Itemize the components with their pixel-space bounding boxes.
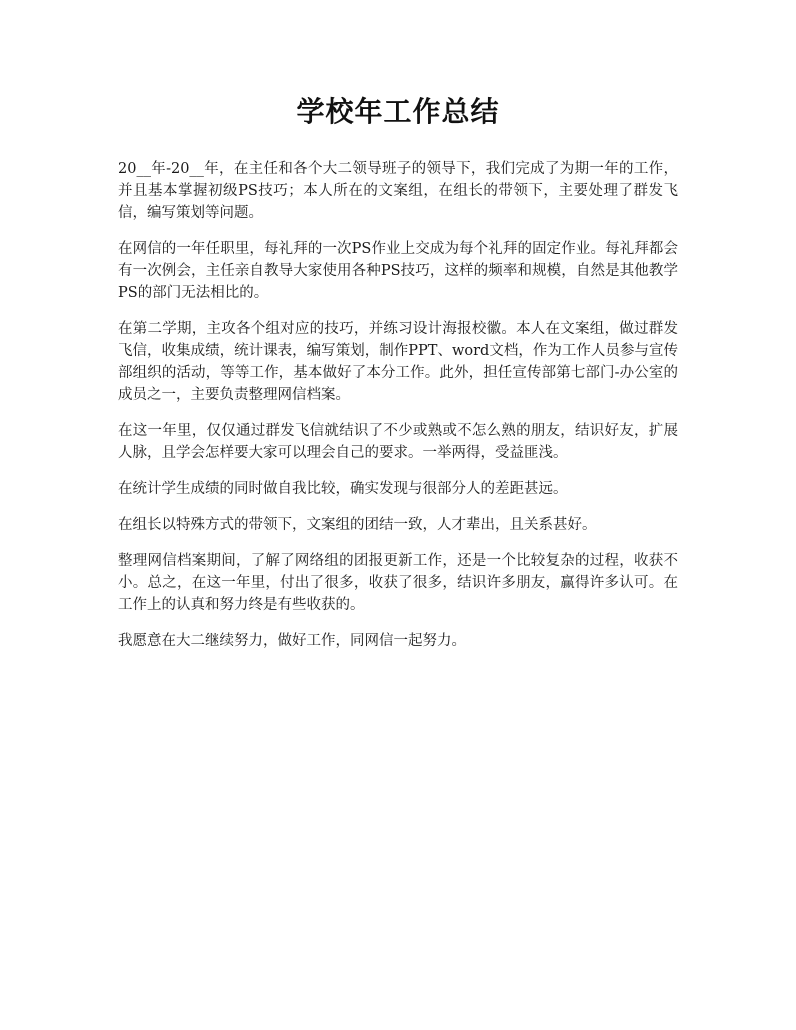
paragraph-3: 在第二学期，主攻各个组对应的技巧，并练习设计海报校徽。本人在文案组，做过群发飞信，收集成绩，统计课表，编写策划，制作PPT、word文档，作为工作人员参与宣传部组织的活动，等等工作，基本做好了本分工作。此外，担任宣传部第七部门-办公室的成员之一，主要负责整理网信档案。 — [118, 321, 678, 403]
document-title: 学校年工作总结 — [296, 95, 500, 128]
paragraph-5: 在统计学生成绩的同时做自我比较，确实发现与很部分人的差距甚远。 — [118, 481, 568, 497]
paragraph-6: 在组长以特殊方式的带领下，文案组的团结一致，人才辈出，且关系甚好。 — [118, 517, 597, 533]
paragraph-7: 整理网信档案期间，了解了网络组的团报更新工作，还是一个比较复杂的过程，收获不小。总之，在这一年里，付出了很多，收获了很多，结识许多朋友，赢得许多认可。在工作上的认真和努力终是有些收获的。 — [118, 553, 678, 613]
paragraph-2: 在网信的一年任职里，每礼拜的一次PS作业上交成为每个礼拜的固定作业。每礼拜都会有一次例会，主任亲自教导大家使用各种PS技巧，这样的频率和规模，自然是其他教学PS的部门无法相比的。 — [118, 241, 678, 301]
paragraph-8: 我愿意在大二继续努力，做好工作，同网信一起努力。 — [118, 633, 466, 649]
paragraph-1: 20__年-20__年，在主任和各个大二领导班子的领导下，我们完成了为期一年的工作，并且基本掌握初级PS技巧；本人所在的文案组，在组长的带领下，主要处理了群发飞信，编写策划等问题。 — [118, 161, 678, 221]
paragraph-4: 在这一年里，仅仅通过群发飞信就结识了不少或熟或不怎么熟的朋友，结识好友，扩展人脉，且学会怎样要大家可以理会自己的要求。一举两得，受益匪浅。 — [118, 423, 678, 461]
